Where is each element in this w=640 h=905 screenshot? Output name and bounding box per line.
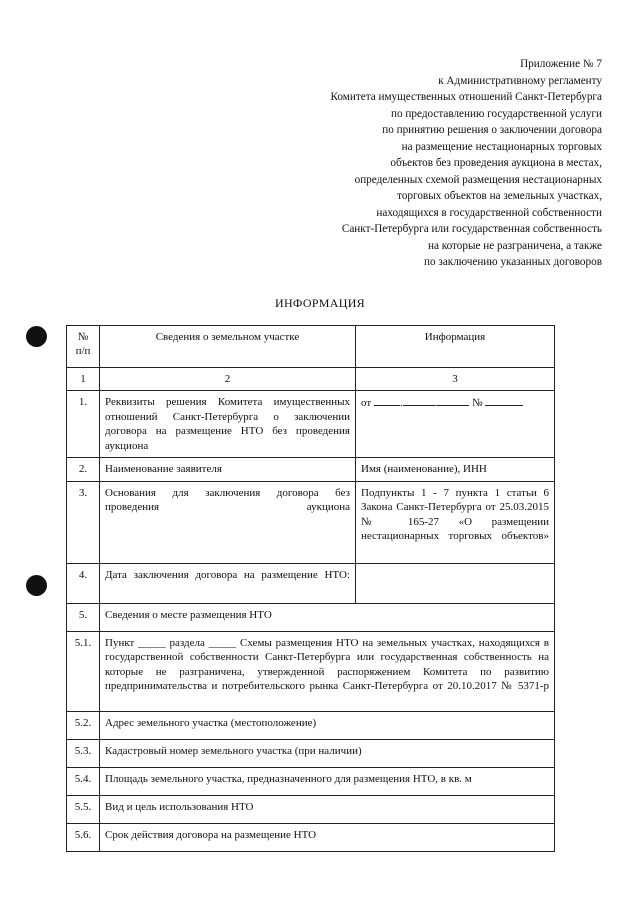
header-line: по принятию решения о заключении договора: [382, 124, 602, 136]
table-header-row: [67, 326, 555, 368]
row-number: 1.: [67, 391, 100, 458]
table-row: [67, 740, 555, 768]
row-value: Имя (наименование), ИНН: [356, 458, 555, 482]
contract-date-field[interactable]: [356, 564, 555, 604]
row-label: Кадастровый номер земельного участка (при наличии): [100, 740, 555, 768]
header-line: к Административному регламенту: [438, 74, 602, 87]
punch-hole-bottom: [26, 575, 47, 596]
day-blank[interactable]: [374, 395, 400, 406]
row-label: Дата заключения договора на размещение НТО:: [100, 564, 356, 604]
table-row: [67, 824, 555, 852]
row-number: 3.: [67, 482, 100, 564]
row-label: Площадь земельного участка, предназначенного для размещения НТО, в кв. м: [100, 768, 555, 796]
row-number: 5.: [67, 604, 100, 632]
header-line: торговых объектов на земельных участках,: [397, 190, 602, 202]
number-sign: №: [472, 397, 483, 410]
header-line: по заключению указанных договоров: [424, 256, 602, 268]
row-label: Адрес земельного участка (местоположение): [100, 712, 555, 740]
year-blank[interactable]: [437, 395, 469, 406]
header-line: Комитета имущественных отношений Санкт-Петербурга: [330, 91, 602, 103]
document-title: ИНФОРМАЦИЯ: [275, 296, 365, 310]
row-label: Вид и цель использования НТО: [100, 796, 555, 824]
index-cell: 2: [100, 368, 356, 391]
row-label: Пункт _____ раздела _____ Схемы размещения НТО на земельных участках, находящихся в государственной собственности Санкт-Петербурга или государственная собственность на которые не разграничена, утвержденной распоряжением Комитета по развитию предпринимательства и потребительского рынка Санкт-Петербурга от 20.10.2017 № 5371-р: [100, 632, 555, 712]
row-label: Срок действия договора на размещение НТО: [100, 824, 555, 852]
header-line: на которые не разграничена, а также: [428, 239, 602, 252]
row-number: 5.1.: [67, 632, 100, 712]
appendix-header: [242, 56, 602, 271]
month-blank[interactable]: [403, 395, 435, 406]
row-number: 5.5.: [67, 796, 100, 824]
row-number: 5.3.: [67, 740, 100, 768]
header-line: Санкт-Петербурга или государственная собственность: [341, 223, 602, 235]
header-col-info: Информация: [356, 326, 555, 368]
header-line: на размещение нестационарных торговых: [401, 140, 602, 153]
row-label: Основания для заключения договора без проведения аукциона: [100, 482, 356, 564]
header-col-number: № п/п: [67, 326, 100, 368]
decision-number-blank[interactable]: [485, 395, 523, 406]
table-row: [67, 391, 555, 458]
header-line: Приложение № 7: [520, 58, 602, 70]
header-line: по предоставлению государственной услуги: [391, 107, 602, 120]
header-line: находящихся в государственной собственности: [376, 206, 602, 219]
row-label: Наименование заявителя: [100, 458, 356, 482]
index-cell: 3: [356, 368, 555, 391]
header-col-details: Сведения о земельном участке: [100, 326, 356, 368]
table-row: [67, 458, 555, 482]
table-row: [67, 768, 555, 796]
table-row: [67, 482, 555, 564]
info-table: [66, 325, 555, 852]
index-cell: 1: [67, 368, 100, 391]
row-number: 5.4.: [67, 768, 100, 796]
row-number: 5.2.: [67, 712, 100, 740]
header-line: определенных схемой размещения нестационарных: [354, 173, 602, 186]
decision-date-field[interactable]: от . . №: [356, 391, 555, 458]
punch-hole-top: [26, 326, 47, 347]
row-value: Подпункты 1 - 7 пункта 1 статьи 6 Закона Санкт-Петербурга от 25.03.2015 № 165-27 «О размещении нестационарных торговых объектов»: [356, 482, 555, 564]
row-number: 4.: [67, 564, 100, 604]
date-prefix: от: [361, 397, 372, 410]
row-number: 2.: [67, 458, 100, 482]
table-row: [67, 564, 555, 604]
row-number: 5.6.: [67, 824, 100, 852]
section-label: Сведения о месте размещения НТО: [100, 604, 555, 632]
table-row: [67, 604, 555, 632]
table-row: [67, 712, 555, 740]
header-line: объектов без проведения аукциона в местах,: [390, 157, 602, 169]
table-row: [67, 796, 555, 824]
row-label: Реквизиты решения Комитета имущественных отношений Санкт-Петербурга о заключении договора на размещение НТО без проведения аукциона: [100, 391, 356, 458]
table-index-row: [67, 368, 555, 391]
table-row: [67, 632, 555, 712]
